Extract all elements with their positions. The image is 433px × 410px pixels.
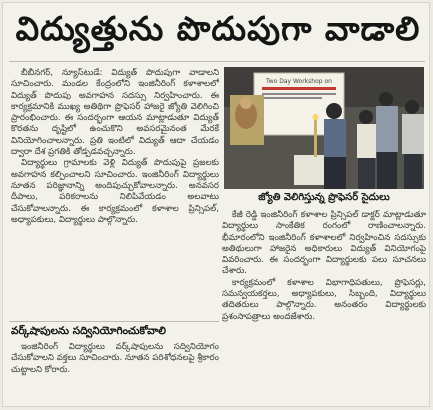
article-right-column [222,210,426,405]
right-paragraph-1: కేజీ రెడ్డి ఇంజినీరింగ్ కళాశాల ప్రిన్సిపల్ డాక్టర్ మాట్లాడుతూ విద్యార్థులు సాంకేతిక రంగంలో రాణించాలన్నారు. భీమారంలోని ఇంజినీరింగ్ కళాశాలలో నిర్వహించిన సదస్సుకు అతిథులుగా హాజరైన అధికారులు విద్యుత్ వినియోగంపై వివరించారు. ఈ సందర్భంగా విద్యార్థులకు పలు సూచనలు చేశారు. [222,210,426,277]
photo-caption: జ్యోతి వెలిగిస్తున్న ప్రొఫెసర్ సైదులు [258,192,390,203]
headline-divider [9,61,425,62]
right-paragraph-2: కార్యక్రమంలో కళాశాల విభాగాధిపతులు, ప్రొఫెసర్లు, సమన్వయకర్తలు, అధ్యాపకులు, సిబ్బంది, విద్యార్థులు తదితరులు పాల్గొన్నారు. అనంతరం విద్యార్థులకు ప్రశంసాపత్రాలు అందజేశారు. [222,277,426,322]
lead-paragraph-2: విద్యార్థులు గ్రామాలకు వెళ్లి విద్యుత్ పొదుపుపై ప్రజలకు అవగాహన కల్పించాలని సూచించారు. ఇంజినీరింగ్ విద్యార్థులు నూతన పరిజ్ఞానాన్ని అందిపుచ్చుకోవాలన్నారు. అనవసర దీపాలు, పరికరాలను నిలిపివేయడం అలవాటు చేసుకోవాలన్నారు. ఈ కార్యక్రమంలో కళాశాల ప్రిన్సిపల్, అధ్యాపకులు, విద్యార్థులు పాల్గొన్నారు. [11,158,219,225]
article-photo [224,67,424,189]
subhead-divider [9,321,219,322]
event-photo-illustration [224,67,424,189]
sub-paragraph-1: ఇంజినీరింగ్ విద్యార్థులు వర్క్‌షాపులను సద్వినియోగం చేసుకోవాలని వక్తలు సూచించారు. నూతన పరిశోధనలపై శ్రీకారం చుట్టాలని కోరారు. [11,342,219,375]
article-subheading: వర్క్‌షాపులను సద్వినియోగించుకోవాలి [11,325,166,337]
newspaper-clipping [2,2,430,407]
article-headline: విద్యుత్తును పొదుపుగా వాడాలి [15,8,421,48]
lead-paragraph-1: బీబీనగర్, న్యూస్‌టుడే: విద్యుత్ పొదుపుగా వాడాలని సూచించారు. మండల కేంద్రంలోని ఇంజినీరింగ్ కళాశాలలో విద్యుత్ పొదుపు అవగాహన సదస్సు నిర్వహించారు. ఈ కార్యక్రమానికి ముఖ్య అతిథిగా ప్రొఫెసర్ హాజరై జ్యోతి వెలిగించి ప్రారంభించారు. ఈ సందర్భంగా ఆయన మాట్లాడుతూ విద్యుత్ కొరతను దృష్టిలో ఉంచుకొని అవసరమైనంత మేరకే వినియోగించాలన్నారు. ప్రతి ఇంటిలో విద్యుత్ ఆదా చేయడం ద్వారా దేశ ప్రగతికి తోడ్పడవచ్చన్నారు. [11,68,219,158]
banner-text: Two Day Workshop on [266,78,332,85]
article-sub-column [11,342,219,404]
article-lead-column [11,68,219,317]
